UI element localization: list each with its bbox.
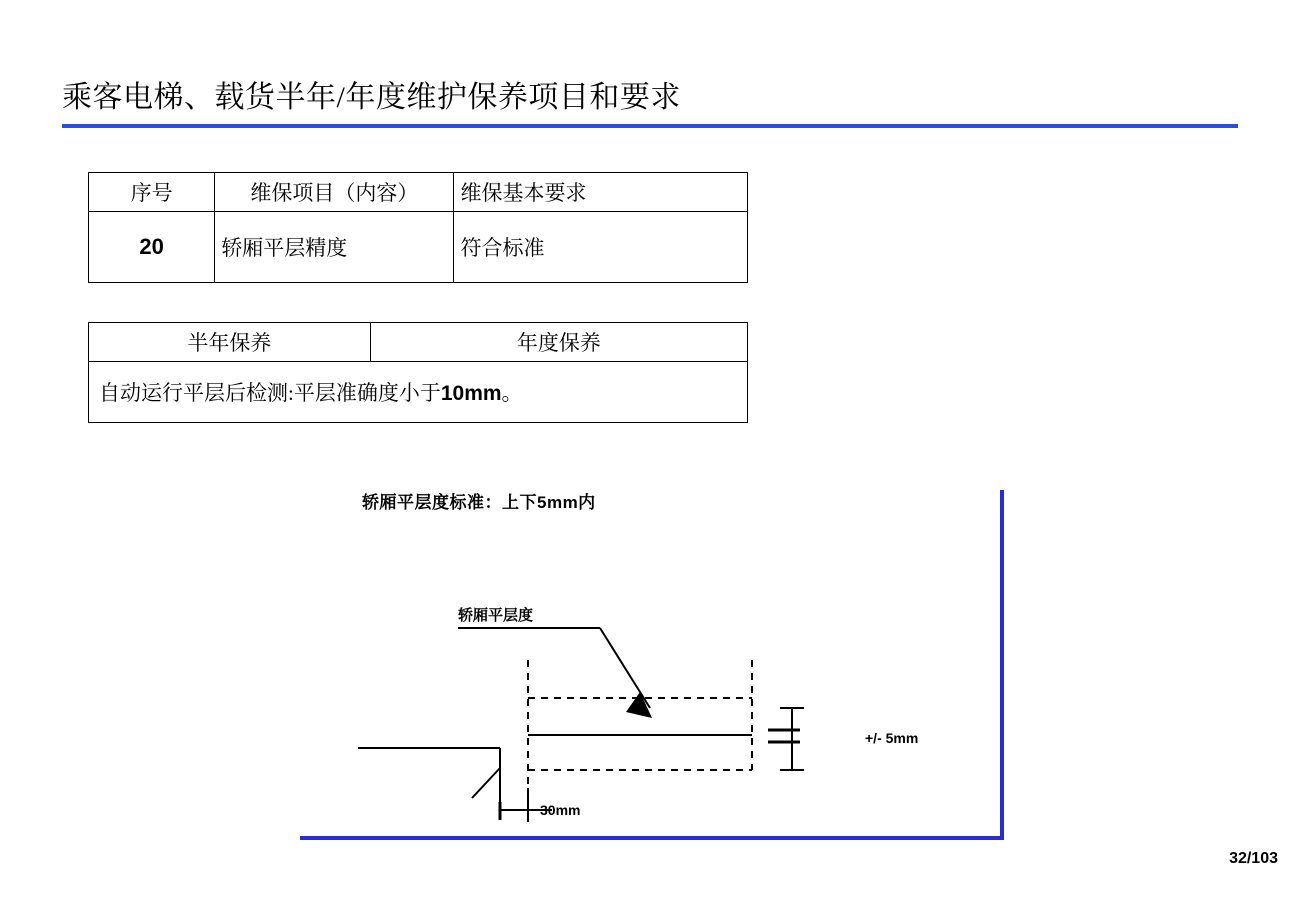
table-header-row xyxy=(89,173,748,212)
description-prefix: 自动运行平层后检测:平层准确度小于 xyxy=(99,381,441,405)
table-row xyxy=(89,212,748,283)
cell-description xyxy=(89,362,748,423)
column-header-no: 序号 xyxy=(89,173,215,212)
leveling-accuracy-figure xyxy=(300,480,1000,850)
table-header-row xyxy=(89,323,748,362)
figure-caption: 轿厢平层度标准：上下5mm内 xyxy=(362,493,596,512)
figure-tolerance-label: +/- 5mm xyxy=(865,730,919,746)
description-value: 10mm xyxy=(440,382,502,405)
cell-no: 20 xyxy=(89,212,215,283)
figure-frame-horizontal xyxy=(300,836,1004,840)
title-divider xyxy=(62,124,1238,128)
cell-requirement: 符合标准 xyxy=(454,212,748,283)
page-number: 32/103 xyxy=(1229,850,1278,867)
maintenance-period-table xyxy=(88,322,748,423)
cell-item: 轿厢平层精度 xyxy=(215,212,454,283)
column-header-annual: 年度保养 xyxy=(370,323,747,362)
description-suffix: 。 xyxy=(501,381,523,405)
table-row xyxy=(89,362,748,423)
column-header-requirement: 维保基本要求 xyxy=(454,173,748,212)
figure-frame-vertical xyxy=(1000,490,1004,840)
column-header-item: 维保项目（内容） xyxy=(215,173,454,212)
figure-drawing xyxy=(300,480,1000,850)
page-title: 乘客电梯、载货半年/年度维护保养项目和要求 xyxy=(62,81,681,114)
figure-dimension-label: 30mm xyxy=(540,802,581,818)
maintenance-items-table xyxy=(88,172,748,283)
column-header-half-year: 半年保养 xyxy=(89,323,371,362)
figure-lead-label: 轿厢平层度 xyxy=(458,607,534,624)
